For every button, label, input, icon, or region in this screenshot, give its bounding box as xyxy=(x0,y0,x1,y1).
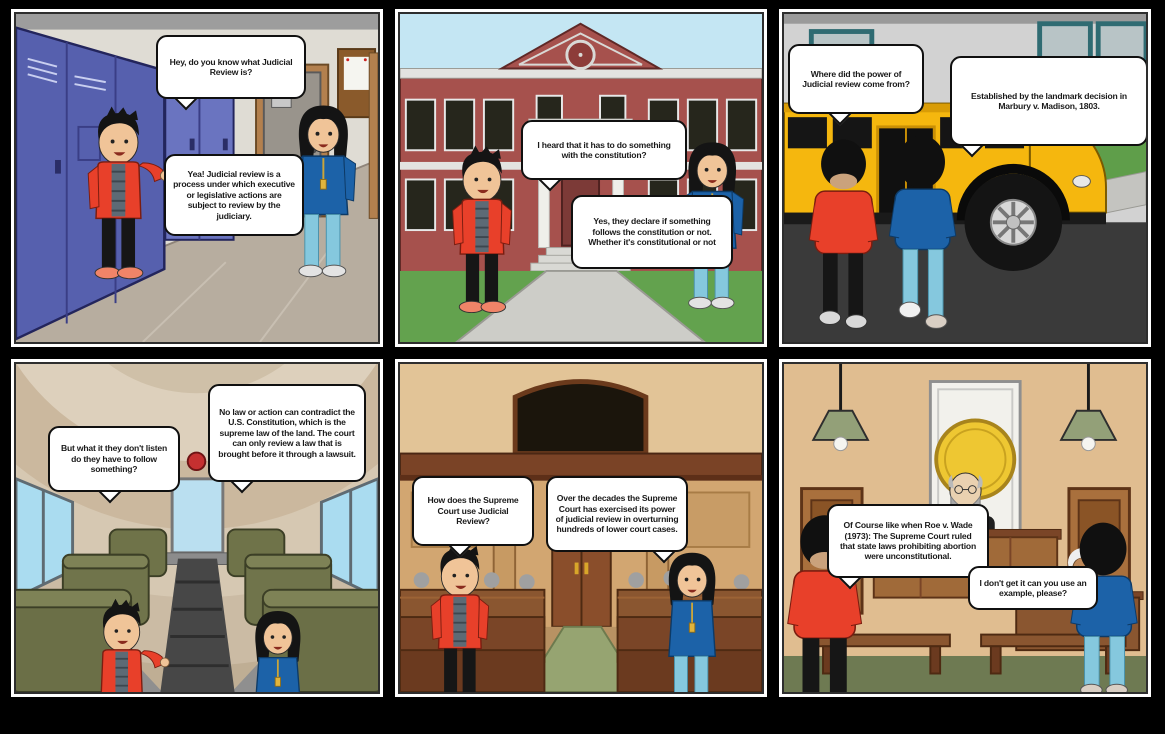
speech-bubble: Over the decades the Supreme Court has exercised its power of judicial review in overturning hundreds of lower court cases. xyxy=(546,476,688,552)
balcony-arch xyxy=(515,382,646,454)
panel-5 xyxy=(395,359,767,697)
speech-bubble: But what it they don't listen do they have to follow something? xyxy=(48,426,180,492)
speech-bubble: Yes, they declare if something follows the constitution or not. Whether it's constitutional or not xyxy=(571,195,733,269)
speech-bubble: Yea! Judicial review is a process under which executive or legislative actions are subject to review by the judiciary. xyxy=(164,154,304,236)
speech-bubble: No law or action can contradict the U.S. Constitution, which is the supreme law of the land. The court can only review a law that is brought before it through a lawsuit. xyxy=(208,384,366,482)
windshield xyxy=(172,479,223,553)
speech-bubble: Established by the landmark decision in Marbury v. Madison, 1803. xyxy=(950,56,1148,146)
panel-6 xyxy=(779,359,1151,697)
speech-bubble: I don't get it can you use an example, please? xyxy=(968,566,1098,610)
bus-interior-light xyxy=(188,453,206,471)
speech-bubble: How does the Supreme Court use Judicial Review? xyxy=(412,476,534,546)
speech-bubble: Of Course like when Roe v. Wade (1973): The Supreme Court ruled that state laws prohibiting abortion were unconstitutional. xyxy=(827,504,989,578)
panel-3 xyxy=(779,9,1151,347)
panel-4 xyxy=(11,359,383,697)
panel-2 xyxy=(395,9,767,347)
speech-bubble: Where did the power of Judicial review come from? xyxy=(788,44,924,114)
speech-bubble: I heard that it has to do something with the constitution? xyxy=(521,120,687,180)
panel-1 xyxy=(11,9,383,347)
speech-bubble: Hey, do you know what Judicial Review is? xyxy=(156,35,306,99)
